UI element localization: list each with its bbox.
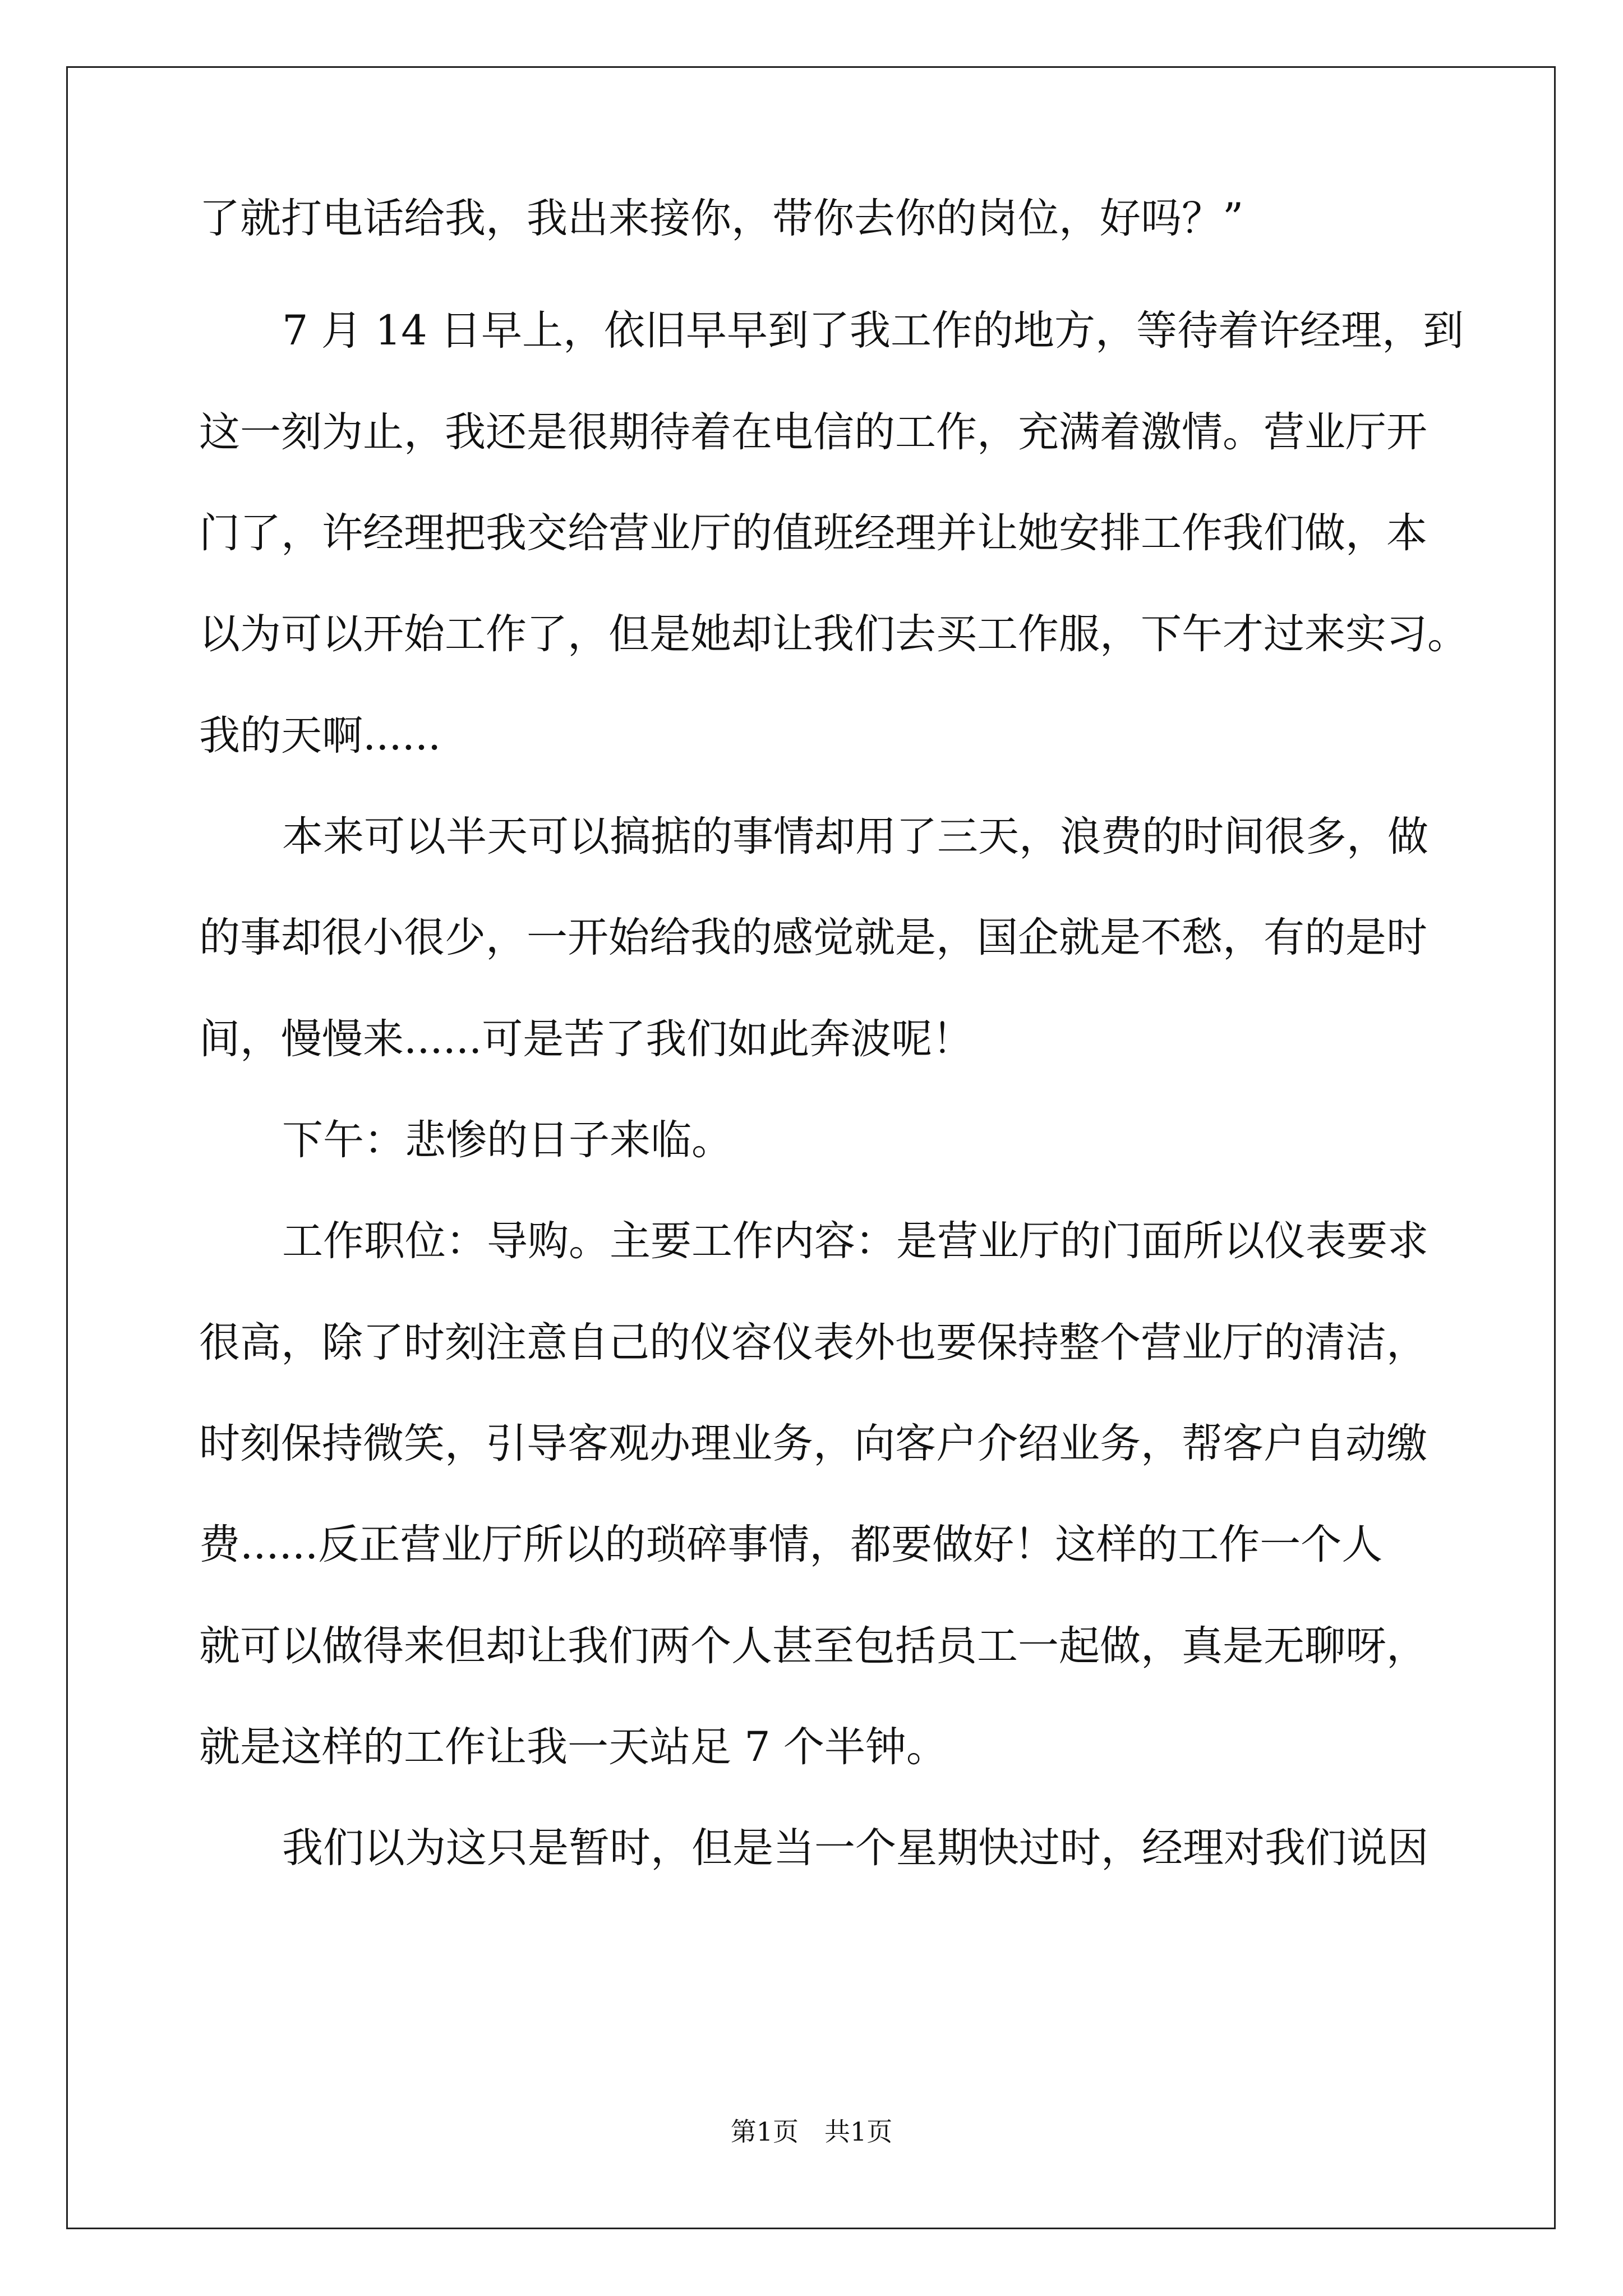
- paragraph-start-line: 我们以为这只是暂时，但是当一个星期快过时，经理对我们说因: [282, 1824, 1428, 1872]
- text-line: 很高，除了时刻注意自己的仪容仪表外也要保持整个营业厅的清洁，: [199, 1319, 1427, 1366]
- text-line: 以为可以开始工作了，但是她却让我们去买工作服，下午才过来实习。: [199, 610, 1468, 658]
- text-line: 了就打电话给我，我出来接你，带你去你的岗位，好吗？”: [199, 195, 1244, 242]
- paragraph-start-line: 本来可以半天可以搞掂的事情却用了三天，浪费的时间很多，做: [282, 813, 1428, 861]
- text-line: 费......反正营业厅所以的琐碎事情，都要做好！这样的工作一个人: [199, 1521, 1383, 1568]
- paragraph-start-line: 7 月 14 日早上，依旧早早到了我工作的地方，等待着许经理，到: [282, 307, 1464, 355]
- text-line: 我的天啊......: [199, 712, 441, 760]
- text-line: 的事却很小很少，一开始给我的感觉就是，国企就是不愁，有的是时: [199, 914, 1427, 961]
- text-line: 时刻保持微笑，引导客观办理业务，向客户介绍业务，帮客户自动缴: [199, 1420, 1427, 1467]
- text-line: 这一刻为止，我还是很期待着在电信的工作，充满着激情。营业厅开: [199, 408, 1427, 456]
- text-line: 门了，许经理把我交给营业厅的值班经理并让她安排工作我们做，本: [199, 509, 1427, 557]
- text-line: 就是这样的工作让我一天站足 7 个半钟。: [199, 1723, 947, 1771]
- paragraph-start-line: 工作职位：导购。主要工作内容：是营业厅的门面所以仪表要求: [282, 1217, 1428, 1265]
- text-line: 就可以做得来但却让我们两个人甚至包括员工一起做，真是无聊呀，: [199, 1622, 1427, 1670]
- text-line: 间，慢慢来......可是苦了我们如此奔波呢！: [199, 1015, 974, 1063]
- page-footer: 第1页 共1页: [730, 2116, 893, 2147]
- paragraph-start-line: 下午：悲惨的日子来临。: [282, 1116, 732, 1164]
